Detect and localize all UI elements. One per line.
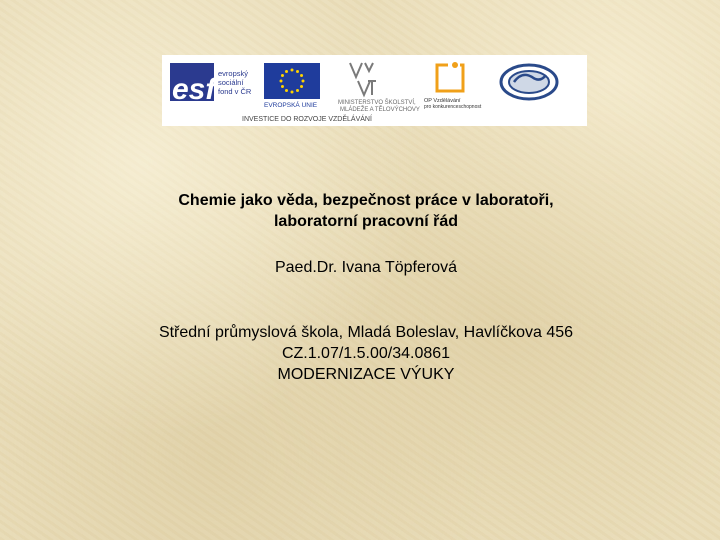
author-name: Paed.Dr. Ivana Töpferová bbox=[274, 259, 458, 276]
eu-star-icon bbox=[291, 91, 294, 94]
eu-star-icon bbox=[281, 74, 284, 77]
eu-caption: EVROPSKÁ UNIE bbox=[264, 102, 318, 109]
school-logo bbox=[501, 65, 557, 99]
eu-star-icon bbox=[302, 80, 305, 83]
msmt-logo bbox=[338, 63, 420, 113]
school-address: Střední průmyslová škola, Mladá Boleslav, Havlíčkova 456 bbox=[158, 324, 574, 341]
eu-star-icon bbox=[296, 89, 299, 92]
op-caption-1: OP Vzdělávání bbox=[424, 98, 461, 104]
esf-caption-1: evropský bbox=[218, 69, 249, 78]
logo-banner bbox=[162, 55, 587, 126]
op-caption-2: pro konkurenceschopnost bbox=[424, 104, 482, 110]
msmt-caption-2: MLÁDEŽE A TĚLOVÝCHOVY bbox=[340, 107, 420, 113]
banner-footer-text: INVESTICE DO ROZVOJE VZDĚLÁVÁNÍ bbox=[242, 116, 372, 123]
school-info bbox=[0, 322, 720, 385]
title-line-1: Chemie jako věda, bezpečnost práce v laboratoři, bbox=[178, 192, 554, 209]
project-name: MODERNIZACE VÝUKY bbox=[277, 366, 455, 383]
esf-caption-3: fond v ČR bbox=[218, 87, 252, 96]
esf-logo bbox=[170, 63, 252, 106]
op-logo bbox=[424, 61, 482, 110]
msmt-caption-1: MINISTERSTVO ŠKOLSTVÍ, bbox=[338, 100, 416, 106]
eu-star-icon bbox=[300, 85, 303, 88]
eu-star-icon bbox=[296, 70, 299, 73]
eu-star-icon bbox=[285, 70, 288, 73]
eu-star-icon bbox=[300, 74, 303, 77]
eu-star-icon bbox=[291, 69, 294, 72]
presentation-title bbox=[0, 190, 720, 232]
project-code: CZ.1.07/1.5.00/34.0861 bbox=[281, 345, 451, 362]
esf-logo-text: esf bbox=[172, 73, 216, 106]
esf-caption-2: sociální bbox=[218, 78, 244, 87]
eu-flag-logo bbox=[264, 63, 320, 109]
eu-star-icon bbox=[280, 80, 283, 83]
title-line-2: laboratorní pracovní řád bbox=[273, 213, 459, 230]
eu-star-icon bbox=[285, 89, 288, 92]
eu-star-icon bbox=[281, 85, 284, 88]
eu-funding-logos bbox=[162, 55, 587, 126]
